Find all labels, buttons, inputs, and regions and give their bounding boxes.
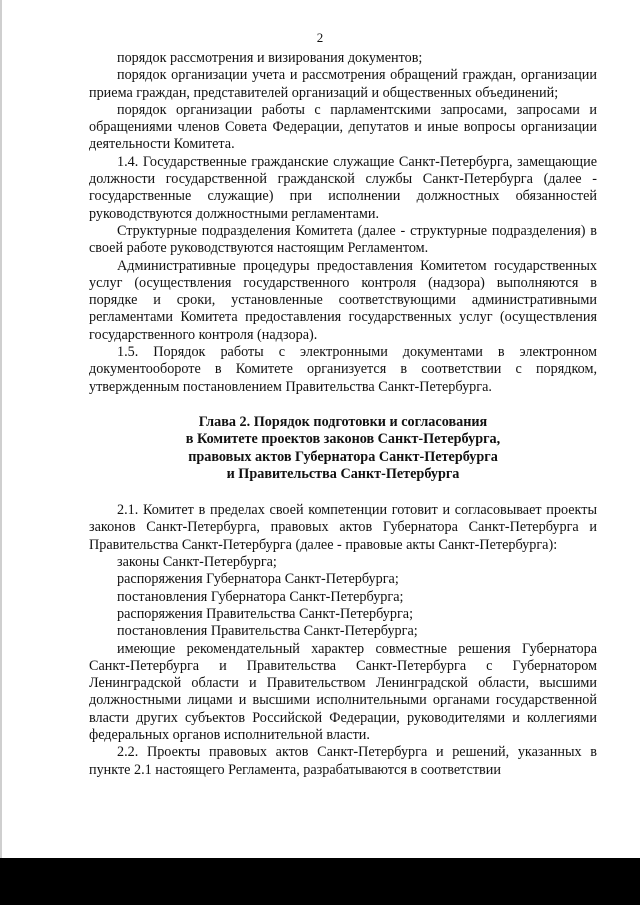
list-item: постановления Правительства Санкт-Петербурга; xyxy=(117,623,418,640)
paragraph: Административные процедуры предоставления Комитетом государственных услуг (осуществления государственного контроля (надзора) выполняются в порядке и сроки, установленные соответствующими административными регламентами Комитета предоставления государственных услуг (осуществления государственного контроля (надзора). xyxy=(89,257,597,343)
paragraph: порядок организации работы с парламентскими запросами, запросами и обращениями членов Совета Федерации, депутатов и иные вопросы организации деятельности Комитета. xyxy=(89,101,597,153)
paragraph-2-2: 2.2. Проекты правовых актов Санкт-Петербурга и решений, указанных в пункте 2.1 настоящего Регламента, разрабатываются в соответствии xyxy=(89,744,597,778)
list-item: распоряжения Губернатора Санкт-Петербурга; xyxy=(117,571,399,588)
paragraph: имеющие рекомендательный характер совместные решения Губернатора Санкт-Петербурга и Правительства Санкт-Петербурга с Губернатором Ленинградской области и Правительством Ленинградской области, высшими должностными лицами и высшими исполнительными органами государственной власти других субъектов Российской Федерации, руководителями и коллегиями федеральных органов исполнительной власти. xyxy=(89,640,597,743)
document-body xyxy=(89,50,597,779)
chapter-heading-line: Глава 2. Порядок подготовки и согласования xyxy=(198,413,488,430)
page-number: 2 xyxy=(316,30,324,45)
paragraph-1-5: 1.5. Порядок работы с электронными документами в электронном документообороте в Комитете организуется в соответствии с порядком, утвержденным постановлением Правительства Санкт-Петербурга. xyxy=(89,344,597,395)
scan-bottom-bar xyxy=(0,858,640,905)
paragraph-2-1: 2.1. Комитет в пределах своей компетенции готовит и согласовывает проекты законов Санкт-Петербурга, правовых актов Губернатора Санкт-Петербурга и Правительства Санкт-Петербурга (далее - правовые акты Санкт-Петербурга): xyxy=(89,502,597,553)
list-item: постановления Губернатора Санкт-Петербурга; xyxy=(117,588,404,605)
chapter-heading-line: в Комитете проектов законов Санкт-Петербурга, xyxy=(185,431,501,448)
paragraph-1-4: 1.4. Государственные гражданские служащие Санкт-Петербурга, замещающие должности государственной гражданской службы Санкт-Петербурга (далее - государственные служащие) при исполнении должностных обязанностей руководствуются должностными регламентами. xyxy=(89,153,597,222)
paragraph: Структурные подразделения Комитета (далее - структурные подразделения) в своей работе руководствуются настоящим Регламентом. xyxy=(89,222,597,257)
paragraph: порядок рассмотрения и визирования документов; xyxy=(117,50,423,66)
chapter-heading xyxy=(89,414,597,483)
chapter-heading-line: правовых актов Губернатора Санкт-Петербурга xyxy=(188,448,498,465)
list-item: распоряжения Правительства Санкт-Петербурга; xyxy=(117,605,414,622)
list-item: законы Санкт-Петербурга; xyxy=(117,554,277,571)
chapter-heading-line: и Правительства Санкт-Петербурга xyxy=(226,465,460,482)
paragraph: порядок организации учета и рассмотрения обращений граждан, организации приема граждан, представителей организаций и общественных объединений; xyxy=(89,67,597,101)
scan-left-edge xyxy=(0,0,2,858)
